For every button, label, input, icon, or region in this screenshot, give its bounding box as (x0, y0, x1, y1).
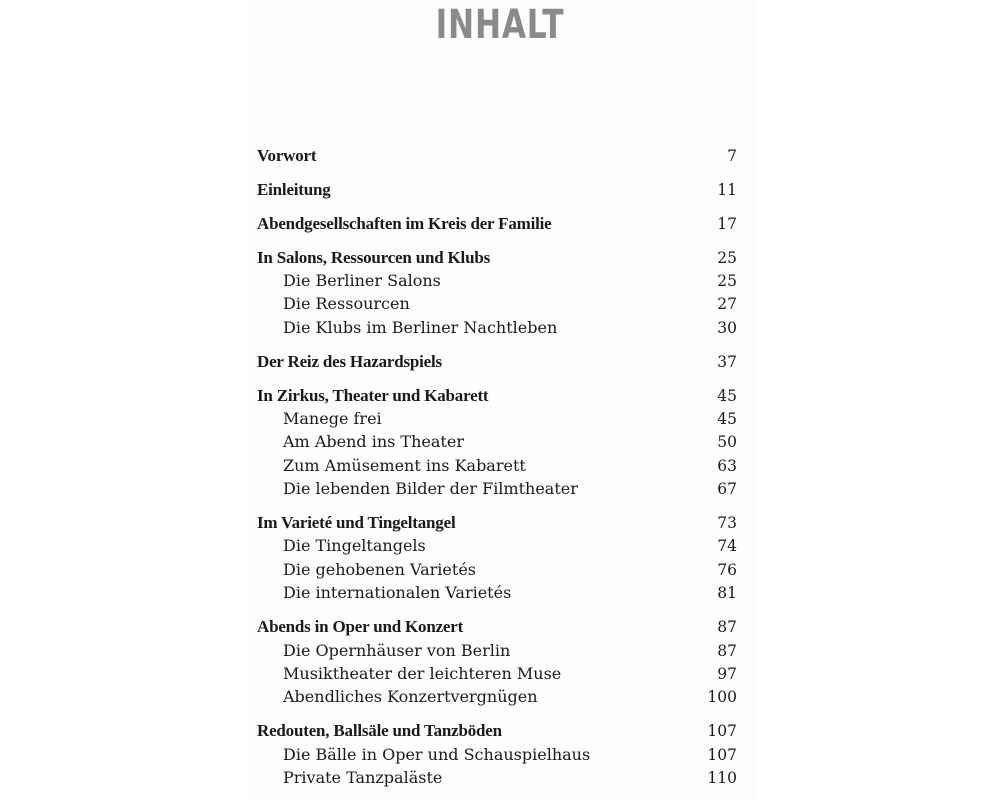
subsection-page-number: 50 (717, 433, 737, 452)
chapter-title: Im Varieté und Tingeltangel (257, 513, 456, 533)
subsection-page-number: 87 (717, 641, 737, 660)
subsection-title: Die Berliner Salons (283, 271, 441, 291)
subsection-title: Die Ressourcen (283, 294, 410, 314)
toc-chapter-row (257, 384, 737, 407)
chapter-title: Abendgesellschaften im Kreis der Familie (257, 213, 552, 233)
toc-subsection-row (257, 766, 737, 789)
subsection-title: Zum Amüsement ins Kabarett (283, 455, 526, 475)
toc-subsection-row (257, 454, 737, 477)
subsection-page-number: 67 (717, 480, 737, 499)
chapter-title: Einleitung (257, 179, 331, 199)
chapter-title: In Zirkus, Theater und Kabarett (257, 385, 489, 405)
toc-chapter-row (257, 246, 737, 269)
subsection-page-number: 63 (717, 456, 737, 475)
subsection-title: Die internationalen Varietés (283, 583, 512, 603)
toc-section (257, 212, 737, 235)
subsection-page-number: 97 (717, 664, 737, 683)
subsection-page-number: 45 (717, 410, 737, 429)
toc-chapter-row (257, 615, 737, 638)
subsection-page-number: 30 (717, 318, 737, 337)
chapter-page-number: 25 (717, 248, 737, 267)
toc-section (257, 384, 737, 501)
subsection-page-number: 100 (707, 688, 737, 707)
toc-section (257, 350, 737, 373)
toc-chapter-row (257, 178, 737, 201)
toc-subsection-row (257, 743, 737, 766)
subsection-title: Die Bälle in Oper und Schauspielhaus (283, 744, 591, 764)
chapter-title: Redouten, Ballsäle und Tanzböden (257, 721, 502, 741)
chapter-title: Abends in Oper und Konzert (257, 617, 464, 637)
subsection-page-number: 81 (717, 584, 737, 603)
subsection-title: Am Abend ins Theater (283, 432, 464, 452)
subsection-title: Manege frei (283, 409, 382, 429)
subsection-page-number: 107 (707, 745, 737, 764)
toc-section (257, 144, 737, 167)
toc-subsection-row (257, 269, 737, 292)
subsection-page-number: 74 (717, 537, 737, 556)
page-title: INHALT (435, 2, 565, 48)
toc-subsection-row (257, 662, 737, 685)
toc-subsection-row (257, 581, 737, 604)
toc-subsection-row (257, 534, 737, 557)
chapter-page-number: 7 (727, 147, 737, 165)
subsection-title: Die Tingeltangels (283, 536, 426, 556)
toc-section (257, 615, 737, 709)
toc-subsection-row (257, 407, 737, 430)
chapter-page-number: 73 (717, 514, 737, 533)
subsection-title: Musiktheater der leichteren Muse (283, 663, 562, 683)
subsection-page-number: 110 (707, 768, 737, 787)
toc-subsection-row (257, 477, 737, 500)
toc-chapter-row (257, 350, 737, 373)
chapter-page-number: 45 (717, 386, 737, 405)
toc-chapter-row (257, 719, 737, 742)
subsection-page-number: 76 (717, 560, 737, 579)
subsection-title: Die Opernhäuser von Berlin (283, 640, 511, 660)
toc-chapter-row (257, 144, 737, 167)
toc-section (257, 178, 737, 201)
chapter-page-number: 107 (707, 722, 737, 741)
toc-section (257, 511, 737, 605)
chapter-title: In Salons, Ressourcen und Klubs (257, 247, 490, 267)
chapter-page-number: 17 (717, 214, 737, 233)
toc-chapter-row (257, 511, 737, 534)
chapter-title: Der Reiz des Hazardspiels (257, 351, 442, 371)
subsection-title: Die gehobenen Varietés (283, 559, 476, 579)
subsection-page-number: 25 (717, 272, 737, 291)
toc-subsection-row (257, 292, 737, 315)
chapter-title: Vorwort (257, 146, 317, 165)
chapter-page-number: 11 (717, 180, 737, 199)
subsection-page-number: 27 (717, 295, 737, 314)
toc-section (257, 246, 737, 340)
toc-subsection-row (257, 558, 737, 581)
table-of-contents (257, 144, 737, 800)
toc-subsection-row (257, 430, 737, 453)
toc-subsection-row (257, 685, 737, 708)
toc-subsection-row (257, 316, 737, 339)
subsection-title: Private Tanzpaläste (283, 767, 443, 787)
toc-chapter-row (257, 212, 737, 235)
subsection-title: Abendliches Konzertvergnügen (283, 687, 538, 707)
toc-section (257, 719, 737, 789)
chapter-page-number: 87 (717, 618, 737, 637)
subsection-title: Die Klubs im Berliner Nachtleben (283, 317, 558, 337)
toc-subsection-row (257, 639, 737, 662)
subsection-title: Die lebenden Bilder der Filmtheater (283, 479, 578, 499)
chapter-page-number: 37 (717, 352, 737, 371)
